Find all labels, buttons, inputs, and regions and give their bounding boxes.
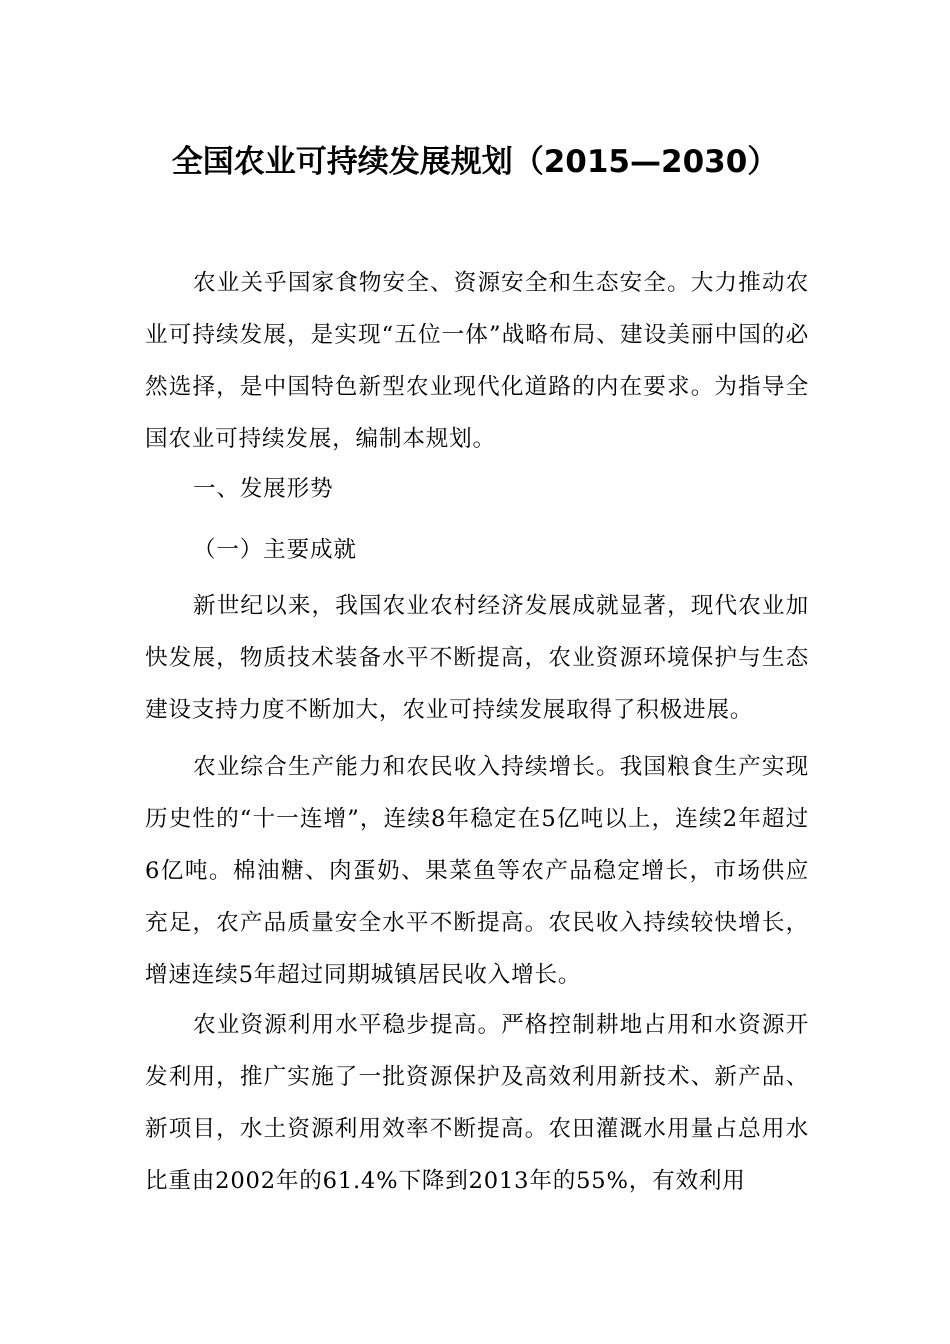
- section-heading: 一、发展形势: [193, 476, 334, 502]
- achievements-paragraph: 新世纪以来，我国农业农村经济发展成就显著，现代农业加快发展，物质技术装备水平不断提高，农业资源环境保护与生态建设支持力度不断加大，农业可持续发展取得了积极进展。: [145, 593, 809, 723]
- subsection-heading: （一）主要成就: [193, 537, 357, 563]
- intro-paragraph: 农业关乎国家食物安全、资源安全和生态安全。大力推动农业可持续发展，是实现“五位一体”战略布局、建设美丽中国的必然选择，是中国特色新型农业现代化道路的内在要求。为指导全国农业可持续发展，编制本规划。: [145, 270, 809, 452]
- resources-paragraph: 农业资源利用水平稳步提高。严格控制耕地占用和水资源开发利用，推广实施了一批资源保护及高效利用新技术、新产品、新项目，水土资源利用效率不断提高。农田灌溉水用量占总用水比重由2002年的61.4%下降到2013年的55%，有效利用: [145, 1012, 809, 1194]
- document-title: 全国农业可持续发展规划（2015—2030）: [171, 144, 779, 180]
- production-paragraph: 农业综合生产能力和农民收入持续增长。我国粮食生产实现历史性的“十一连增”，连续8年稳定在5亿吨以上，连续2年超过6亿吨。棉油糖、肉蛋奶、果菜鱼等农产品稳定增长，市场供应充足，农产品质量安全水平不断提高。农民收入持续较快增长，增速连续5年超过同期城镇居民收入增长。: [145, 754, 809, 988]
